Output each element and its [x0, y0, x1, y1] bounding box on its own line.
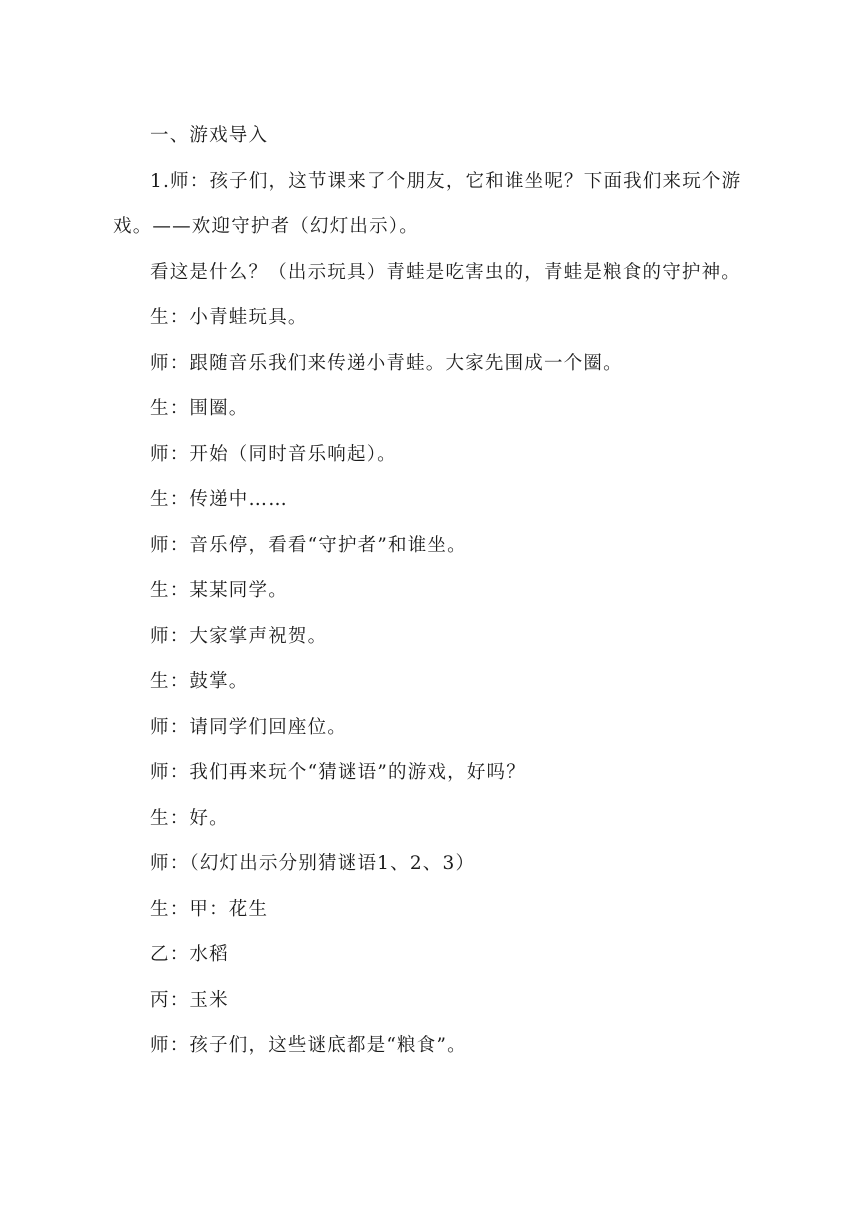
section-heading: 一、游戏导入 — [150, 125, 269, 146]
paragraph: 师：开始（同时音乐响起）。 — [150, 443, 397, 465]
paragraph: 生：鼓掌。 — [150, 671, 249, 692]
paragraph: 生：好。 — [150, 807, 229, 829]
paragraph: 看这是什么？（出示玩具）青蛙是吃害虫的，青蛙是粮食的守护神。 — [150, 261, 742, 283]
paragraph: 丙：玉米 — [150, 989, 229, 1011]
paragraph: 师：大家掌声祝贺。 — [150, 625, 328, 647]
paragraph: 乙：水稻 — [150, 944, 229, 965]
paragraph: 师：孩子们，这些谜底都是“粮食”。 — [150, 1035, 467, 1056]
paragraph: 生：甲：花生 — [150, 898, 269, 920]
paragraph: 师：我们再来玩个“猜谜语”的游戏，好吗？ — [150, 762, 526, 783]
paragraph: 师：请同学们回座位。 — [150, 716, 348, 738]
document-body — [113, 113, 753, 1069]
paragraph: 师：跟随音乐我们来传递小青蛙。大家先围成一个圈。 — [150, 352, 623, 374]
paragraph: 生：某某同学。 — [150, 580, 288, 601]
paragraph: 师：音乐停，看看“守护者”和谁坐。 — [150, 534, 467, 556]
paragraph: 师：（幻灯出示分别猜谜语1、2、3） — [150, 853, 476, 874]
paragraph: 生：围圈。 — [150, 398, 249, 419]
paragraph: 生：小青蛙玩具。 — [150, 307, 308, 328]
paragraph: 生：传递中…… — [150, 489, 288, 510]
paragraph: 1.师：孩子们，这节课来了个朋友，它和谁坐呢？下面我们来玩个游戏。——欢迎守护者（幻灯出示）。 — [113, 170, 742, 237]
